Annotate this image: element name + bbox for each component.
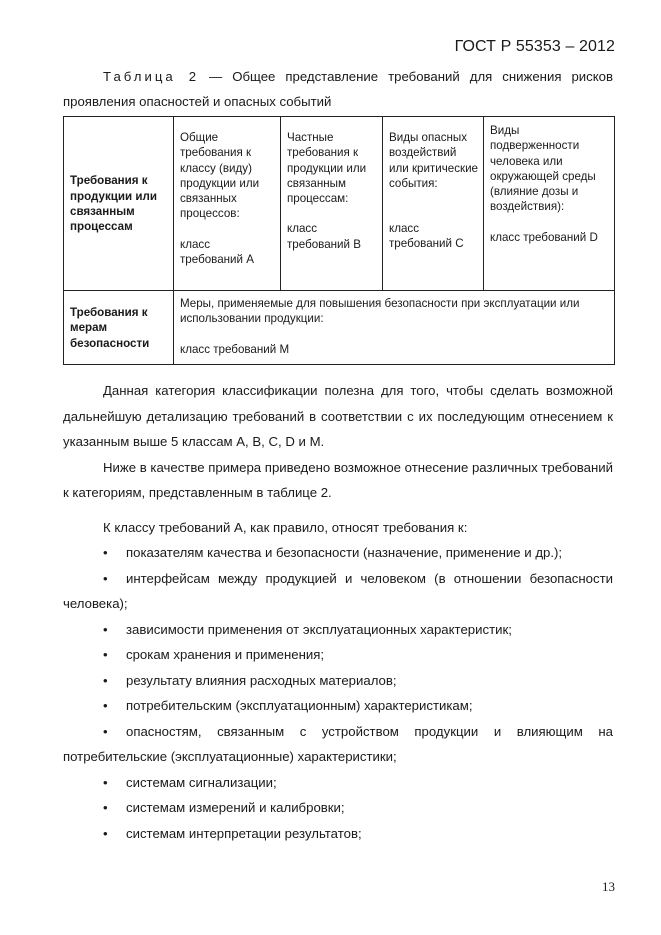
cell-class-b xyxy=(281,117,383,291)
bullet-icon: • xyxy=(103,800,108,815)
standard-header: ГОСТ Р 55353 – 2012 xyxy=(454,38,615,55)
cell-class-d xyxy=(484,117,615,291)
list-item xyxy=(63,821,613,847)
cell-text: Виды подверженности человека или окружающей среды (влияние дозы и воздействия): xyxy=(490,124,596,214)
bullet-icon: • xyxy=(103,621,108,637)
cell-text: Виды опасных воздействий или критические события: xyxy=(389,131,479,190)
cell-text: Частные требования к продукции или связанным процессам: xyxy=(287,131,367,206)
table-caption xyxy=(63,64,613,114)
cell-class-label: класс требований С xyxy=(389,222,464,251)
list-item-text: потребительским (эксплуатационным) характеристикам; xyxy=(126,698,473,713)
requirements-table xyxy=(63,116,615,365)
list-item-text: системам измерений и калибровки; xyxy=(126,800,345,815)
bullet-icon: • xyxy=(103,545,108,560)
list-item-text: системам интерпретации результатов; xyxy=(126,825,362,841)
list-item xyxy=(63,795,613,821)
bullet-icon: • xyxy=(103,698,108,713)
list-item-text: показателям качества и безопасности (назначение, применение и др.); xyxy=(126,545,563,560)
paragraph: Данная категория классификации полезна для того, чтобы сделать возможной дальнейшую детализацию требований в соответствии с их последующим отнесением к указанным выше 5 классам А, В, С, D и М. xyxy=(63,383,613,449)
list-item-text: срокам хранения и применения; xyxy=(126,647,325,662)
list-item-text: зависимости применения от эксплуатационных характеристик; xyxy=(126,621,512,637)
cell-text: Общие требования к классу (виду) продукции или связанных процессов: xyxy=(180,131,260,221)
list-item-text: результату влияния расходных материалов; xyxy=(126,672,397,688)
bullet-icon: • xyxy=(103,647,108,662)
list-item xyxy=(63,642,613,668)
bullet-list xyxy=(63,540,613,846)
row-header-safety-measures: Требования к мерам безопасности xyxy=(64,291,174,365)
list-item-text: системам сигнализации; xyxy=(126,774,277,790)
list-item-text: интерфейсам между продукцией и человеком (в отношении безопасности человека); xyxy=(63,570,613,611)
list-item xyxy=(63,719,613,770)
list-item-text: опасностям, связанным с устройством продукции и влияющим на потребительские (эксплуатационные) характеристики; xyxy=(63,723,613,764)
body-text xyxy=(63,378,613,846)
cell-class-label: класс требований D xyxy=(490,230,598,244)
page-number: 13 xyxy=(602,879,615,894)
cell-class-label: класс требований А xyxy=(180,237,254,267)
cell-text: Меры, применяемые для повышения безопасности при эксплуатации или использовании продукции: xyxy=(180,297,580,326)
list-item xyxy=(63,770,613,796)
row-header-product-requirements: Требования к продукции или связанным процессам xyxy=(64,117,174,291)
list-item xyxy=(63,693,613,719)
bullet-icon: • xyxy=(103,723,108,739)
paragraph: Ниже в качестве примера приведено возможное отнесение различных требований к категориям, представленным в таблице 2. xyxy=(63,459,613,500)
table-row xyxy=(64,291,615,365)
cell-class-label: класс требований В xyxy=(287,222,361,251)
table-row xyxy=(64,117,615,291)
bullet-icon: • xyxy=(103,825,108,841)
cell-class-c xyxy=(383,117,484,291)
list-item xyxy=(63,540,613,566)
list-item xyxy=(63,668,613,694)
list-item xyxy=(63,566,613,617)
bullet-icon: • xyxy=(103,672,108,688)
cell-class-a xyxy=(174,117,281,291)
bullet-icon: • xyxy=(103,774,108,790)
table-caption-text: — Общее представление требований для снижения рисков проявления опасностей и опасных событий xyxy=(63,69,613,109)
cell-class-m xyxy=(174,291,615,365)
list-item xyxy=(63,617,613,643)
cell-class-label: класс требований М xyxy=(180,342,290,356)
table-caption-label: Таблица 2 xyxy=(103,69,200,84)
paragraph: К классу требований А, как правило, относят требования к: xyxy=(103,519,468,535)
bullet-icon: • xyxy=(103,570,108,586)
